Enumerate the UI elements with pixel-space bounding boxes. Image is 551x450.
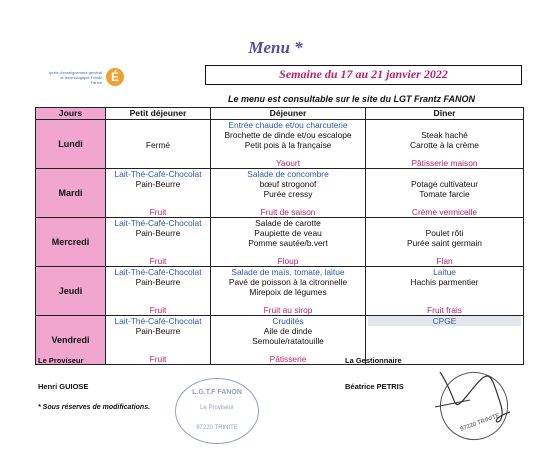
petit-main: Pain-Beurre [135, 277, 181, 287]
petit-main: Fermé [145, 140, 171, 150]
table-row [36, 120, 524, 169]
petit-main: Pain-Beurre [135, 179, 181, 189]
dejeuner-cell [211, 267, 366, 316]
dej-entree: Salade de carotte [255, 218, 321, 228]
signature-scribble [430, 362, 520, 432]
dej-accompagnement: Semoule/ratatouille [252, 336, 324, 346]
petit-drinks: Lait-Thé-Café-Chocolat [114, 218, 202, 228]
logo-mark-icon: É [106, 68, 124, 86]
header-dejeuner: Déjeuner [211, 108, 366, 120]
petit-dejeuner-cell [106, 316, 211, 365]
petit-dejeuner-cell [106, 120, 211, 169]
day-cell: Vendredi [36, 316, 106, 365]
stamp-line-2: Le Proviseur [200, 405, 234, 411]
dej-accompagnement: Pomme sautée/b.vert [248, 238, 328, 248]
stamp-line-3: 97220 TRINITE [196, 425, 238, 431]
diner-entree [368, 169, 521, 179]
diner-entree [368, 218, 521, 228]
petit-dejeuner-cell [106, 169, 211, 218]
petit-main: Pain-Beurre [135, 228, 181, 238]
table-row [36, 267, 524, 316]
header-diner: Dîner [366, 108, 524, 120]
dej-plat: Paupiette de veau [254, 228, 322, 238]
dejeuner-cell [211, 169, 366, 218]
petit-drinks: Lait-Thé-Café-Chocolat [114, 267, 202, 277]
dej-plat: bœuf strogonof [259, 179, 317, 189]
dej-accompagnement: Petit pois à la française [244, 140, 332, 150]
header-jours: Jours [36, 108, 106, 120]
day-cell: Mercredi [36, 218, 106, 267]
diner-dessert: Fruit frais [427, 305, 462, 315]
petit-drinks [108, 120, 208, 130]
diner-plat: Hachis parmentier [410, 277, 479, 287]
proviseur-role: Le Proviseur [38, 356, 84, 365]
table-row [36, 169, 524, 218]
day-cell: Lundi [36, 120, 106, 169]
week-banner: Semaine du 17 au 21 janvier 2022 [205, 65, 522, 85]
diner-plat: Poulet rôti [425, 228, 464, 238]
diner-entree: Laitue [433, 267, 456, 277]
diner-accompagnement [368, 287, 521, 297]
menu-title: Menu * [248, 38, 303, 57]
diner-accompagnement [368, 336, 521, 346]
diner-accompagnement: Carotte à la crème [410, 140, 479, 150]
dej-plat: Brochette de dinde et/ou escalope [224, 130, 352, 140]
dejeuner-cell [211, 120, 366, 169]
stamp-line-1: L.G.T.F FANON [192, 389, 242, 396]
dej-dessert: Pâtisserie [269, 354, 307, 364]
petit-dejeuner-cell [106, 267, 211, 316]
proviseur-name: Henri GUIOSE [38, 382, 89, 391]
diner-plat [368, 326, 521, 336]
diner-plat: Steak haché [421, 130, 468, 140]
school-logo [48, 64, 128, 104]
diner-dessert: Pâtisserie maison [411, 158, 478, 168]
dej-plat: Aile de dinde [263, 326, 313, 336]
petit-fruit: Fruit [149, 305, 167, 315]
diner-accompagnement: Tomate farcie [419, 189, 470, 199]
petit-fruit [108, 158, 208, 168]
dej-dessert: Yaourt [275, 158, 301, 168]
petit-drinks: Lait-Thé-Café-Chocolat [114, 316, 202, 326]
menu-table [35, 107, 524, 365]
dejeuner-cell [211, 316, 366, 365]
dej-plat: Pavé de poisson à la citronnelle [228, 277, 348, 287]
table-header-row [36, 108, 524, 120]
diner-cell [366, 218, 524, 267]
dej-accompagnement: Mirepoix de légumes [249, 287, 327, 297]
dej-entree: Crudités [272, 316, 304, 326]
diner-plat: Potage cultivateur [410, 179, 479, 189]
petit-drinks: Lait-Thé-Café-Chocolat [114, 169, 202, 179]
dej-accompagnement: Purée cressy [263, 189, 313, 199]
day-cell: Jeudi [36, 267, 106, 316]
gestionnaire-name: Béatrice PETRIS [345, 382, 404, 391]
stamp2-text: 97220 TRINITE [459, 412, 501, 433]
petit-fruit: Fruit [149, 207, 167, 217]
logo-text: lycée d'enseignement général et technologique Frantz Fanon [48, 70, 102, 85]
footnote: * Sous réserves de modifications. [38, 404, 151, 411]
table-row [36, 316, 524, 365]
dej-entree: Salade de concombre [247, 169, 329, 179]
dej-entree: Entrée chaude et/ou charcuterie [228, 120, 348, 130]
diner-entree [368, 120, 521, 130]
dej-dessert: Fruit au sirop [263, 305, 313, 315]
table-row [36, 218, 524, 267]
dejeuner-cell [211, 218, 366, 267]
petit-dejeuner-cell [106, 218, 211, 267]
diner-cell [366, 267, 524, 316]
gestionnaire-role: La Gestionnaire [345, 356, 402, 365]
diner-cpge: CPGE [368, 316, 521, 326]
diner-cell [366, 120, 524, 169]
petit-fruit: Fruit [149, 354, 167, 364]
petit-main: Pain-Beurre [135, 326, 181, 336]
diner-accompagnement: Purée saint germain [407, 238, 482, 248]
diner-cell [366, 169, 524, 218]
dej-entree: Salade de maïs, tomate, laitue [231, 267, 345, 277]
dej-dessert: Fruit de saison [260, 207, 316, 217]
dej-dessert: Floup [277, 256, 299, 266]
school-stamp [175, 378, 259, 444]
petit-fruit: Fruit [149, 256, 167, 266]
diner-dessert: Flan [436, 256, 453, 266]
header-petit-dejeuner: Petit déjeuner [106, 108, 211, 120]
day-cell: Mardi [36, 169, 106, 218]
site-note: Le menu est consultable sur le site du LGT Frantz FANON [228, 94, 476, 104]
diner-dessert: Crème vermicelle [411, 207, 478, 217]
